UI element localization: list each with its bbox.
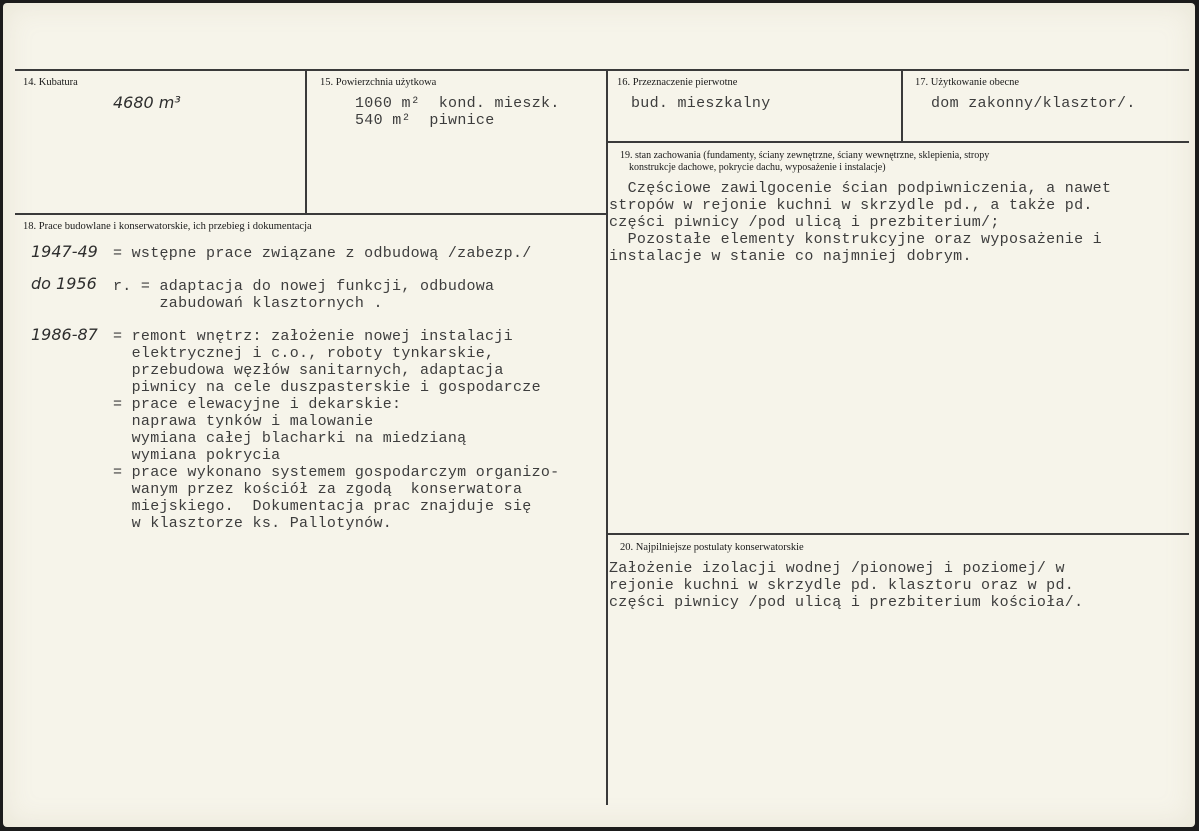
top-rule bbox=[15, 69, 1189, 71]
entry-3-line-2: elektrycznej i c.o., roboty tynkarskie, bbox=[113, 345, 495, 362]
entry-3-line-11: miejskiego. Dokumentacja prac znajduje się bbox=[113, 498, 532, 515]
entry-3-line-4: piwnicy na cele duszpasterskie i gospodarcze bbox=[113, 379, 541, 396]
field-20-line-3: części piwnicy /pod ulicą i prezbiterium kościoła/. bbox=[609, 594, 1084, 611]
field-15-line-1: 1060 m² kond. mieszk. bbox=[355, 95, 560, 112]
field-19-line-4: Pozostałe elementy konstrukcyjne oraz wyposażenie i bbox=[609, 231, 1102, 248]
divider-main bbox=[606, 69, 608, 805]
entry-3-date: 1986-87 bbox=[31, 325, 98, 344]
field-19-line-3: części piwnicy /pod ulicą i prezbiterium/; bbox=[609, 214, 1000, 231]
entry-2-date: do 1956 bbox=[31, 274, 97, 293]
entry-3-line-1: = remont wnętrz: założenie nowej instalacji bbox=[113, 328, 513, 345]
entry-3-line-9: = prace wykonano systemem gospodarczym organizo- bbox=[113, 464, 560, 481]
entry-1-line-1: = wstępne prace związane z odbudową /zabezp./ bbox=[113, 245, 532, 262]
field-16-label: 16. Przeznaczenie pierwotne bbox=[617, 77, 738, 88]
field-19-label: 19. stan zachowania (fundamenty, ściany zewnętrzne, ściany wewnętrzne, sklepienia, stropy bbox=[620, 150, 990, 161]
rule-row1-bottom-left bbox=[15, 213, 607, 215]
field-17-label: 17. Użytkowanie obecne bbox=[915, 77, 1020, 88]
entry-3-line-12: w klasztorze ks. Pallotynów. bbox=[113, 515, 393, 532]
field-19-line-1: Częściowe zawilgocenie ścian podpiwniczenia, a nawet bbox=[609, 180, 1112, 197]
entry-3-line-6: naprawa tynków i malowanie bbox=[113, 413, 374, 430]
entry-3-line-8: wymiana pokrycia bbox=[113, 447, 281, 464]
rule-row1-bottom-right bbox=[608, 141, 1189, 143]
field-15-label: 15. Powierzchnia użytkowa bbox=[320, 77, 437, 88]
field-19-line-5: instalacje w stanie co najmniej dobrym. bbox=[609, 248, 972, 265]
entry-3-line-5: = prace elewacyjne i dekarskie: bbox=[113, 396, 402, 413]
entry-2-line-2: zabudowań klasztornych . bbox=[113, 295, 383, 312]
field-19-label-cont: konstrukcje dachowe, pokrycie dachu, wyposażenie i instalacje) bbox=[629, 162, 886, 173]
rule-section20-top bbox=[608, 533, 1189, 535]
record-card bbox=[3, 3, 1195, 827]
divider-16-17 bbox=[901, 69, 903, 142]
field-14-label: 14. Kubatura bbox=[23, 77, 78, 88]
field-14-value: 4680 m³ bbox=[113, 93, 181, 112]
field-15-line-2: 540 m² piwnice bbox=[355, 112, 495, 129]
field-20-label: 20. Najpilniejsze postulaty konserwatorskie bbox=[620, 542, 804, 553]
entry-3-line-3: przebudowa węzłów sanitarnych, adaptacja bbox=[113, 362, 504, 379]
entry-2-line-1: r. = adaptacja do nowej funkcji, odbudowa bbox=[113, 278, 495, 295]
entry-3-line-10: wanym przez kościół za zgodą konserwatora bbox=[113, 481, 523, 498]
divider-14-15 bbox=[305, 69, 307, 214]
field-20-line-2: rejonie kuchni w skrzydle pd. klasztoru oraz w pd. bbox=[609, 577, 1075, 594]
field-18-label: 18. Prace budowlane i konserwatorskie, ich przebieg i dokumentacja bbox=[23, 221, 312, 232]
entry-3-line-7: wymiana całej blacharki na miedzianą bbox=[113, 430, 467, 447]
field-17-value: dom zakonny/klasztor/. bbox=[931, 95, 1136, 112]
field-19-line-2: stropów w rejonie kuchni w skrzydle pd., a także pd. bbox=[609, 197, 1093, 214]
entry-1-date: 1947-49 bbox=[31, 242, 98, 261]
field-20-line-1: Założenie izolacji wodnej /pionowej i poziomej/ w bbox=[609, 560, 1065, 577]
field-16-value: bud. mieszkalny bbox=[631, 95, 771, 112]
